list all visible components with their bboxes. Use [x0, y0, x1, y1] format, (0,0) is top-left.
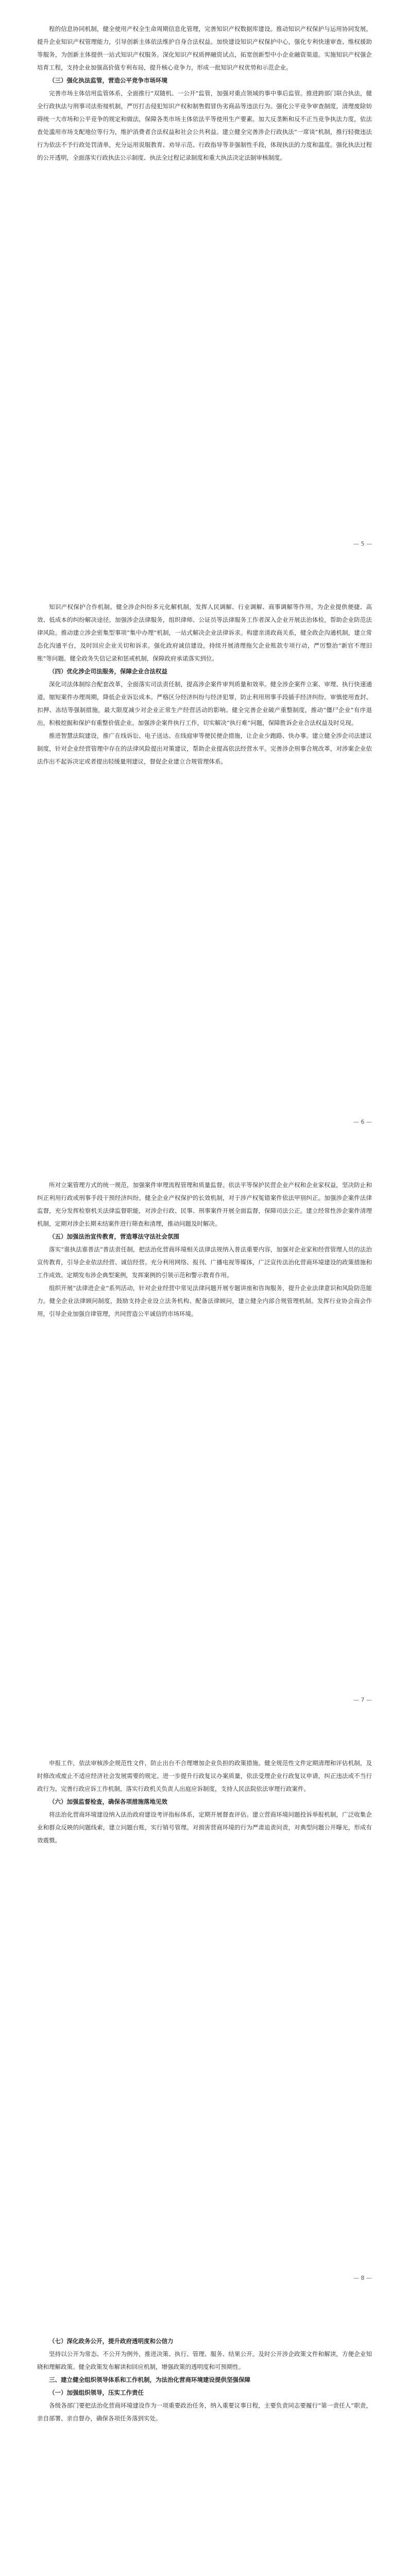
section-heading: （五）加强法治宣传教育，营造尊法守法社会氛围: [49, 1233, 179, 1240]
document-page: [0, 1734, 409, 2312]
body-paragraph: 各级各部门要把法治化营商环境建设作为一项重要政治任务，纳入重要议事日程，主要负责同志要履行“第一责任人”职责，亲自部署、亲自督办，确保各项任务落到实处。: [37, 2402, 372, 2422]
body-paragraph: 申报工作，依法审核涉企规范性文件，防止出台不合理增加企业负担的政策措施。健全规范性文件定期清理和评估机制，及时修改或废止不适应经济社会发展需要的规定。进一步提升行政复议办案质量，依法受理企业行政复议申请，纠正违法或不当行政行为。完善行政应诉工作机制，落实行政机关负责人出庭应诉制度，支持人民法院依法审理行政案件。: [37, 1759, 372, 1792]
page-number: — 7 —: [353, 1697, 372, 1703]
page-number: — 6 —: [353, 1118, 372, 1125]
body-paragraph: 组织开展“法律进企业”系列活动，针对企业经营中常见法律问题开展专题讲座和咨询服务，提升企业法律意识和风险防范能力。健全企业法律顾问制度，鼓励支持企业设立法务机构、配备法律顾问，建立健全内部合规管理机制。发挥行业协会商会作用，引导企业加强自律管理，共同营造公平诚信的市场环境。: [37, 1284, 372, 1317]
body-paragraph: 坚持以公开为常态、不公开为例外，推进决策、执行、管理、服务、结果公开。及时公开涉企政策文件和解读，方便企业知晓和理解政策。健全政策发布解读和回应机制，增强政策的透明度和可预期性。: [37, 2350, 372, 2370]
document-page: [0, 0, 409, 578]
document-page: [0, 578, 409, 1156]
section-heading: （四）优化涉企司法服务，保障企业合法权益: [49, 668, 167, 675]
body-paragraph: 落实“谁执法谁普法”普法责任制，把法治化营商环境相关法律法规纳入普法重要内容，加强对企业家和经营管理人员的法治宣传教育，引导企业依法经营、诚信经营。充分利用网络、报刊、广播电视等媒体，广泛宣传法治化营商环境建设的政策措施和工作成效。定期发布涉企典型案例，发挥案例的引领示范和警示教育作用。: [37, 1246, 372, 1279]
section-heading: （三）强化执法监管，营造公平竞争市场环境: [49, 77, 167, 84]
section-heading: 三、建立健全组织领导体系和工作机制，为法治化营商环境建设提供坚强保障: [49, 2376, 250, 2383]
section-heading: （一）加强组织领导，压实工作责任: [49, 2389, 144, 2396]
body-paragraph: 所对立案管理方式的统一规范，加强案件审理流程管理和质量监督。依法平等保护民营企业产权和企业家权益，坚决防止和纠正利用行政或刑事手段干预经济纠纷。健全企业产权保护的长效机制，对于涉产权冤错案件依法甲别纠正。加强涉企案件法律监督，充分发挥检察机关法律监督职能，对涉企行政、民事、刑事案件开展全面监督，保障司法公正。建立经常性涉企案件清理机制，定期对涉企长期未结案件进行筛查和清理，推动问题及时解决。: [37, 1181, 372, 1227]
body-paragraph: 知识产权保护合作机制。健全涉企纠纷多元化解机制，发挥人民调解、行业调解、商事调解等作用，为企业提供便捷、高效、低成本的纠纷解决途径。加强涉企法律服务，组织律师、公证员等法律服务工作者深入企业开展法治体检，帮助企业防范法律风险。推动建立涉企密集型事项“集中办理”机制，一站式解决企业法律诉求。构建亲清政商关系，健全政企沟通机制，建立常态化沟通平台，及时回应企业关切和诉求。强化政府诚信建设，持续开展清理拖欠企业账款专项行动，严厉整治“新官不理旧账”等问题。健全政务失信记录和惩戒机制，保障政府承诺落实到位。: [37, 603, 372, 662]
page-number: — 8 —: [353, 2275, 372, 2281]
document-page: [0, 1156, 409, 1734]
body-paragraph: 深化司法体制综合配套改革，全面落实司法责任制，提高涉企案件审判质量和效率。健全涉企案件立案、审理、执行快速通道，缩短案件办理周期，降低企业诉讼成本。严格区分经济纠纷与经济犯罪，防止利用刑事手段插手经济纠纷。审慎使用查封、扣押、冻结等强制措施，最大限度减少对企业正常生产经营活动的影响。健全完善企业破产重整制度，推动“僵尸企业”有序退出，积极挖掘和保护有重整价值企业。加强涉企案件执行工作，切实解决“执行难”问题，保障胜诉企业合法权益及时兑现。: [37, 681, 372, 726]
document-page: [0, 2312, 409, 2576]
body-paragraph: 推进智慧法院建设，推广在线诉讼、电子送达、在线庭审等便民便企措施，让企业少跑路、快办事。建立健全涉企司法建议制度，针对企业经营管理中存在的法律风险提出对策建议，帮助企业提高依法经营水平。完善涉企刑事合规改革，对涉案企业依法作出不起诉决定或者提出轻缓量刑建议，督促企业建立合规管理体系。: [37, 732, 372, 765]
body-paragraph: 将法治化营商环境建设纳入法治政府建设考评指标体系，定期开展督查评估。建立营商环境问题投诉举报机制，广泛收集企业和群众反映的问题线索，建立问题台账，实行销号管理。对损害营商环境的行为严肃追责问责，对典型问题公开曝光，形成有效震慑。: [37, 1811, 372, 1844]
section-heading: （六）加强监督检查，确保各项措施落地见效: [49, 1798, 167, 1805]
body-paragraph: 完善市场主体信用监管体系，全面推行“双随机、一公开”监管，加强对重点领域的事中事后监管。推进跨部门联合执法，健全行政执法与刑事司法衔接机制，严厉打击侵犯知识产权和制售假冒伪劣商品等违法行为。强化公平竞争审查制度，清理废除妨碍统一大市场和公平竞争的规定和做法，保障各类市场主体依法平等使用生产要素。加大反垄断和反不正当竞争执法力度，依法查处滥用市场支配地位等行为，维护消费者合法权益和社会公共利益。建立健全完善涉企行政执法“一席谈”机制，推行轻微违法行为依法不予行政处罚清单，充分运用说服教育、劝导示范、行政指导等非强制性手段，体现执法的力度和温度。强化执法过程的公开透明，全面落实行政执法公示制度、执法全过程记录制度和重大执法决定法制审核制度。: [37, 90, 372, 161]
section-heading: （七）深化政务公开，提升政府透明度和公信力: [49, 2337, 174, 2345]
body-paragraph: 程的信息协同机制，健全使用产权全生命周期信息化管理，完善知识产权数据库建设。推动知识产权保护与运用协同发展，提升企业知识产权管理能力，引导创新主体依法维护自身合法权益。加快建设知识产权保护中心，强化专利快速审查、维权援助等服务，为创新主体提供一站式知识产权服务。深化知识产权质押融资试点，拓宽创新型中小企业融资渠道。实施知识产权强企培育工程，支持企业加强高价值专利布局，提升核心竞争力，形成一批知识产权优势和示范企业。: [37, 25, 372, 71]
page-number: — 5 —: [353, 540, 372, 547]
